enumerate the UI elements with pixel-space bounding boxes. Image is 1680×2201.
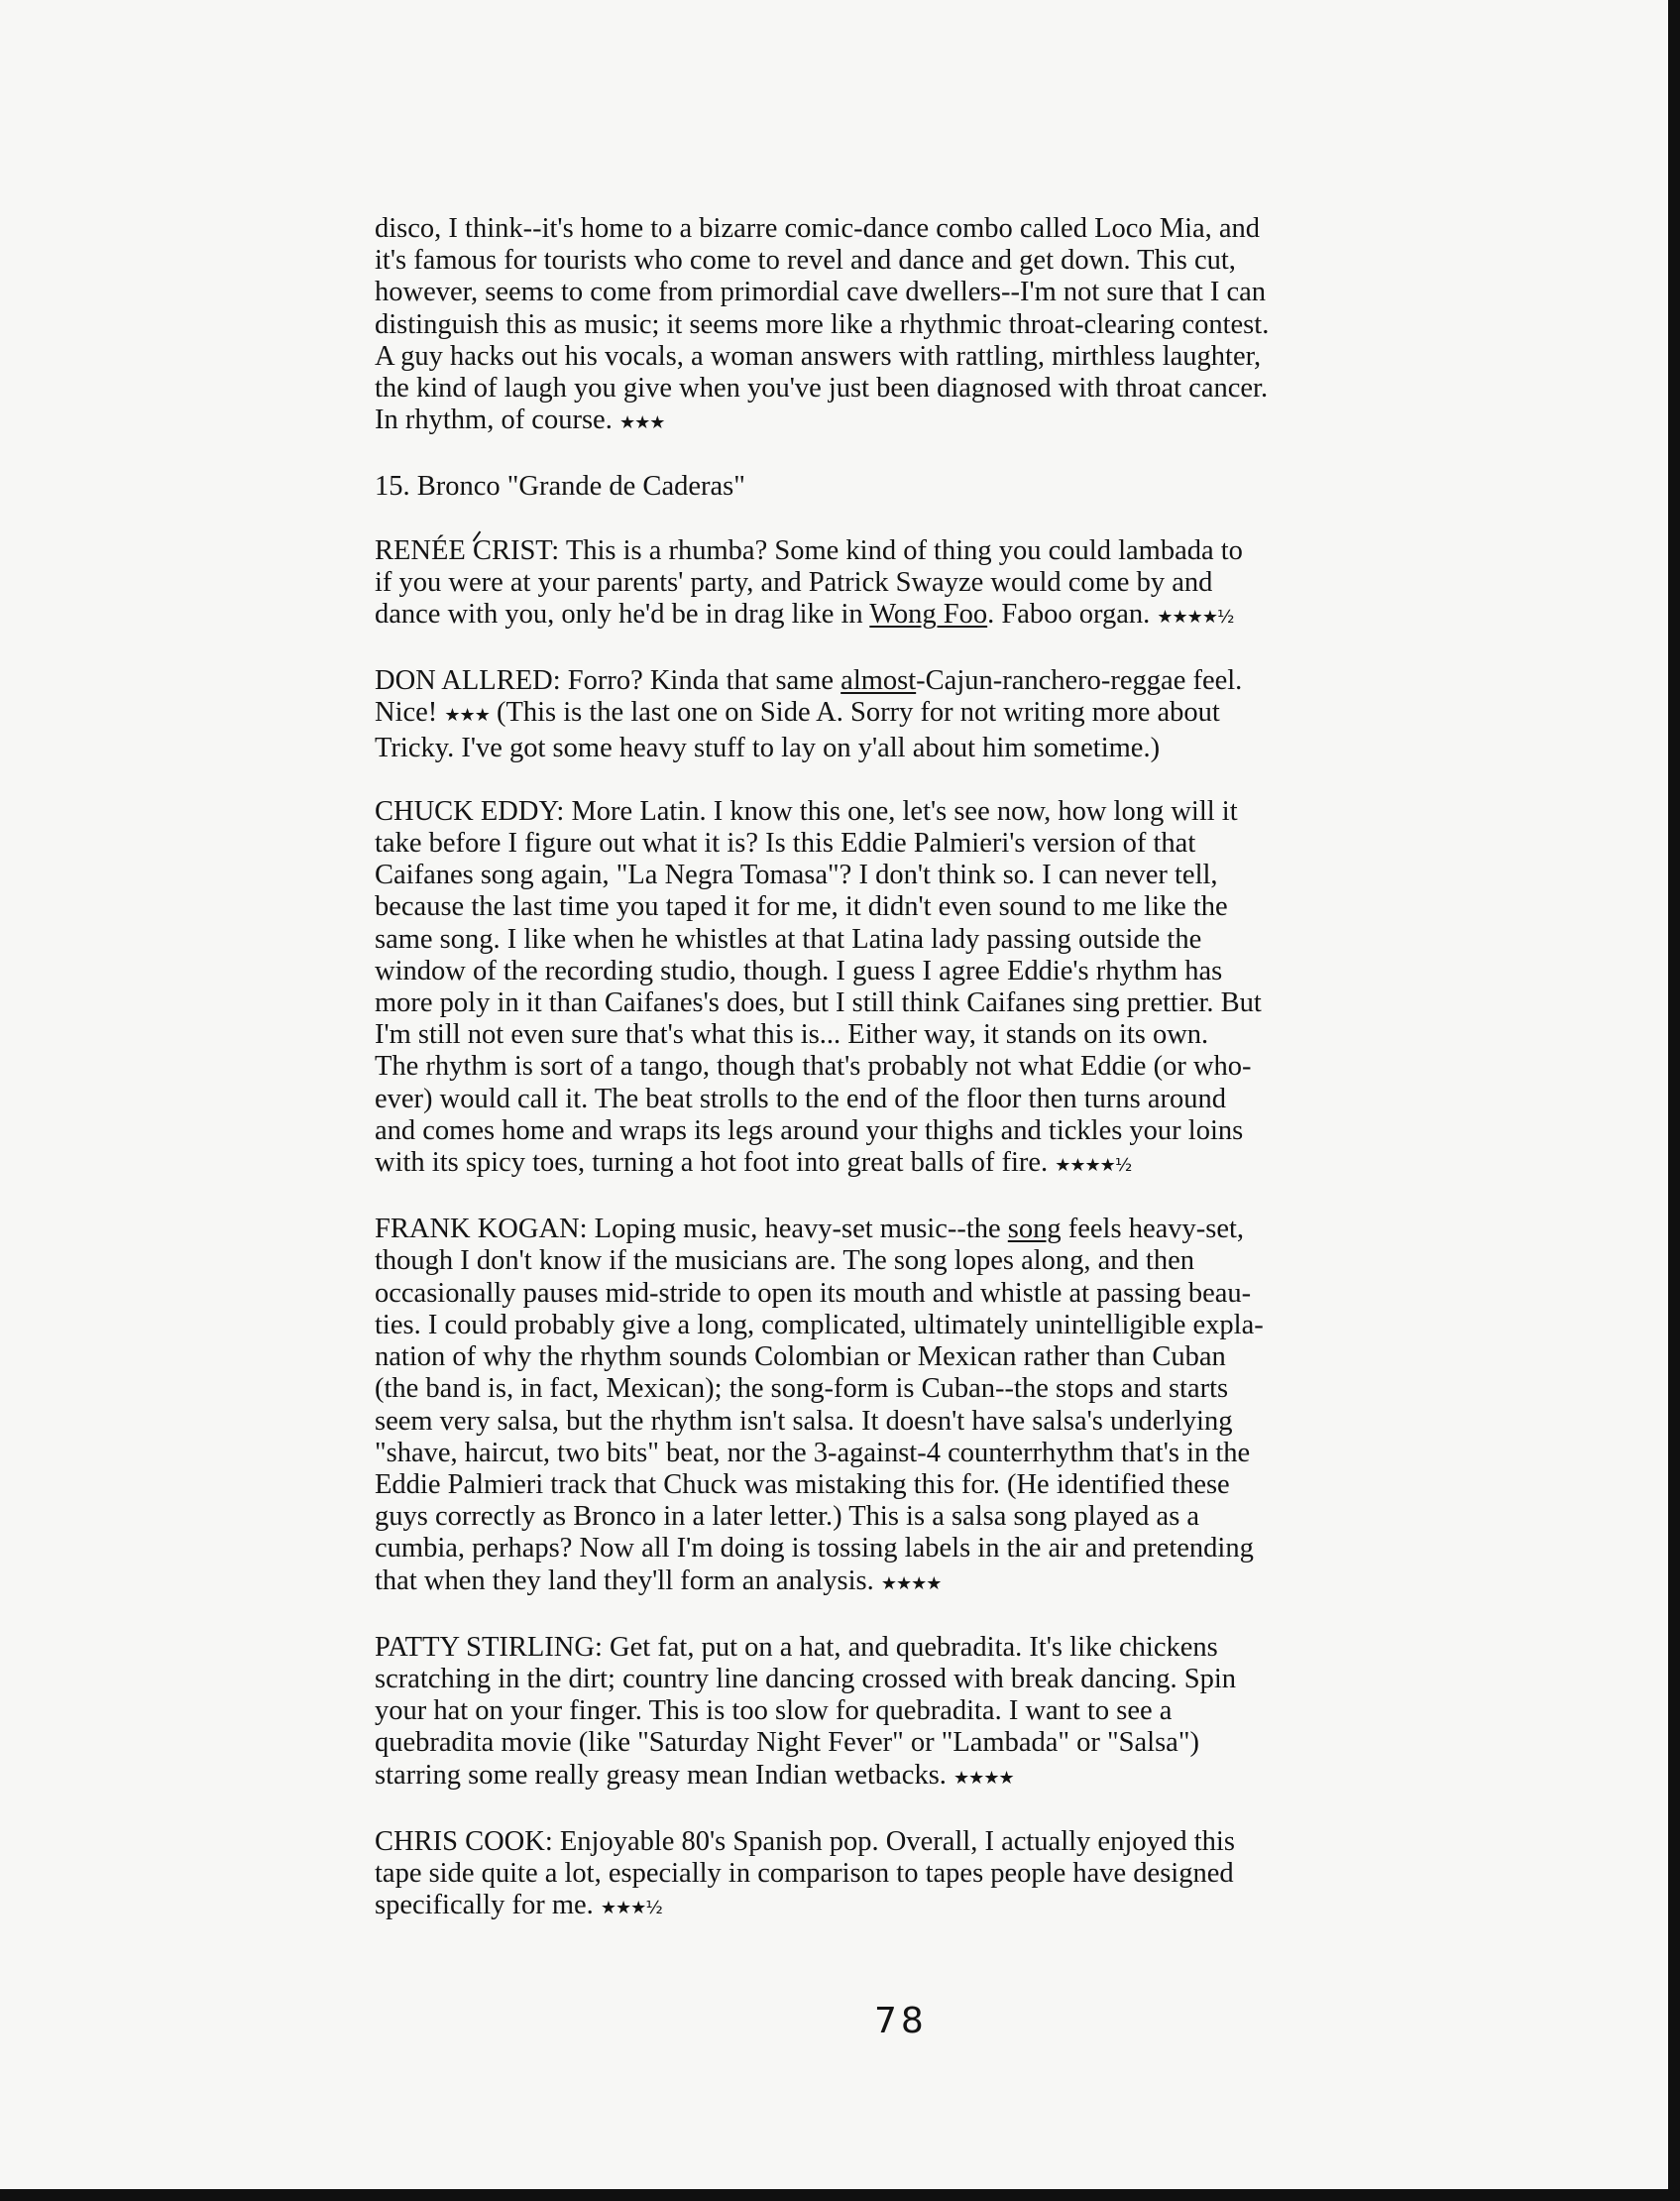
- review-frank-kogan: [375, 1214, 1443, 1599]
- text-line: [375, 697, 1443, 732]
- text-line: cumbia, perhaps? Now all I'm doing is tossing labels in the air and pretending: [375, 1533, 1254, 1564]
- review-chris-cook: [375, 1826, 1443, 1925]
- text-line: RENÉE CRIST: This is a rhumba? Some kind of thing you could lambada to: [375, 534, 1243, 566]
- rating-stars: ★★★★: [880, 1572, 942, 1594]
- text-line: [375, 1214, 1443, 1245]
- text-line: CHRIS COOK: Enjoyable 80's Spanish pop. Overall, I actually enjoyed this: [375, 1825, 1235, 1857]
- text-line: [375, 405, 1443, 439]
- text-line: Eddie Palmieri track that Chuck was mistaking this for. (He identified these: [375, 1468, 1230, 1500]
- text-line: "shave, haircut, two bits" beat, nor the 3-against-4 counterrhythm that's in the: [375, 1437, 1251, 1468]
- text-line: take before I figure out what it is? Is this Eddie Palmieri's version of that: [375, 828, 1196, 860]
- rating-stars: ★★★★: [953, 1767, 1014, 1789]
- text-line: it's famous for tourists who come to revel and dance and get down. This cut,: [375, 245, 1236, 277]
- line-text: . Faboo organ.: [987, 599, 1151, 631]
- text-line: CHUCK EDDY: More Latin. I know this one, let's see now, how long will it: [375, 795, 1238, 827]
- text-line: occasionally pauses mid-stride to open its mouth and whistle at passing beau-: [375, 1277, 1252, 1309]
- intro-paragraph: [375, 213, 1443, 439]
- rating-stars: ★★★★½: [1055, 1155, 1132, 1177]
- text-line: ties. I could probably give a long, complicated, ultimately unintelligible expla-: [375, 1309, 1264, 1340]
- text-line: A guy hacks out his vocals, a woman answers with rattling, mirthless laughter,: [375, 340, 1262, 372]
- text-line: seem very salsa, but the rhythm isn't salsa. It doesn't have salsa's underlying: [375, 1405, 1233, 1437]
- line-text: -Cajun-ranchero-reggae feel.: [916, 665, 1243, 697]
- text-line: [375, 665, 1443, 697]
- text-line: I'm still not even sure that's what this is... Either way, it stands on its own.: [375, 1019, 1209, 1051]
- underlined-title: Wong Foo: [869, 599, 988, 631]
- rating-stars: ★★★★½: [1157, 607, 1234, 629]
- line-text: (This is the last one on Side A. Sorry for not writing more about: [496, 697, 1220, 729]
- text-line: your hat on your finger. This is too slow for quebradita. I want to see a: [375, 1695, 1173, 1727]
- line-text: DON ALLRED: Forro? Kinda that same: [375, 665, 841, 697]
- text-line: [375, 1565, 1443, 1600]
- review-patty-stirling: [375, 1632, 1443, 1795]
- text-line: scratching in the dirt; country line dancing crossed with break dancing. Spin: [375, 1663, 1237, 1694]
- text-line: tape side quite a lot, especially in comparison to tapes people have designed: [375, 1857, 1234, 1889]
- text-line: [375, 1890, 1443, 1924]
- line-text: dance with you, only he'd be in drag like in: [375, 599, 870, 631]
- text-line: though I don't know if the musicians are. The song lopes along, and then: [375, 1245, 1195, 1277]
- text-line: nation of why the rhythm sounds Colombian or Mexican rather than Cuban: [375, 1341, 1226, 1373]
- line-text: that when they land they'll form an analysis.: [375, 1564, 874, 1596]
- text-line: disco, I think--it's home to a bizarre comic-dance combo called Loco Mia, and: [375, 213, 1261, 244]
- line-text: In rhythm, of course.: [375, 405, 613, 436]
- page-number: 78: [874, 2001, 928, 2041]
- text-line: more poly in it than Caifanes's does, but I still think Caifanes sing prettier. But: [375, 987, 1262, 1019]
- review-chuck-eddy: [375, 796, 1443, 1182]
- text-line: however, seems to come from primordial cave dwellers--I'm not sure that I can: [375, 277, 1267, 308]
- line-text: with its spicy toes, turning a hot foot into great balls of fire.: [375, 1147, 1049, 1179]
- text-line: if you were at your parents' party, and Patrick Swayze would come by and: [375, 566, 1213, 598]
- track-heading: 15. Bronco "Grande de Caderas": [375, 471, 745, 503]
- underlined-word: song: [1007, 1214, 1062, 1245]
- review-renee-crist: [375, 535, 1443, 635]
- text-line: distinguish this as music; it seems more like a rhythmic throat-clearing contest.: [375, 308, 1270, 340]
- line-text: starring some really greasy mean Indian wetbacks.: [375, 1759, 947, 1791]
- text-line: same song. I like when he whistles at that Latina lady passing outside the: [375, 923, 1202, 955]
- text-line: because the last time you taped it for me, it didn't even sound to me like the: [375, 891, 1228, 923]
- text-line: The rhythm is sort of a tango, though that's probably not what Eddie (or who-: [375, 1051, 1252, 1083]
- text-line: Tricky. I've got some heavy stuff to lay on y'all about him sometime.): [375, 732, 1161, 763]
- text-line: ever) would call it. The beat strolls to the end of the floor then turns around: [375, 1083, 1226, 1114]
- text-line: the kind of laugh you give when you've just been diagnosed with throat cancer.: [375, 373, 1269, 405]
- text-line: PATTY STIRLING: Get fat, put on a hat, and quebradita. It's like chickens: [375, 1631, 1218, 1663]
- rating-stars: ★★★: [444, 705, 490, 727]
- line-text: specifically for me.: [375, 1890, 594, 1921]
- review-don-allred: [375, 665, 1443, 764]
- text-line: and comes home and wraps its legs around your thighs and tickles your loins: [375, 1114, 1244, 1146]
- text-line: [375, 1147, 1443, 1182]
- line-text: FRANK KOGAN: Loping music, heavy-set music--the: [375, 1214, 1008, 1245]
- rating-stars: ★★★½: [600, 1898, 662, 1919]
- text-line: [375, 1760, 1443, 1795]
- line-text: Nice!: [375, 697, 438, 729]
- text-line: quebradita movie (like "Saturday Night Fever" or "Lambada" or "Salsa"): [375, 1727, 1199, 1759]
- text-line: Caifanes song again, "La Negra Tomasa"? I don't think so. I can never tell,: [375, 860, 1218, 891]
- text-line: window of the recording studio, though. I guess I agree Eddie's rhythm has: [375, 955, 1223, 986]
- text-line: [375, 599, 1443, 634]
- text-line: (the band is, in fact, Mexican); the song-form is Cuban--the stops and starts: [375, 1373, 1229, 1405]
- line-text: feels heavy-set,: [1061, 1214, 1245, 1245]
- underlined-word: almost: [840, 665, 917, 697]
- rating-stars: ★★★: [618, 412, 665, 434]
- document-body: [375, 213, 1443, 1956]
- text-line: guys correctly as Bronco in a later letter.) This is a salsa song played as a: [375, 1501, 1200, 1533]
